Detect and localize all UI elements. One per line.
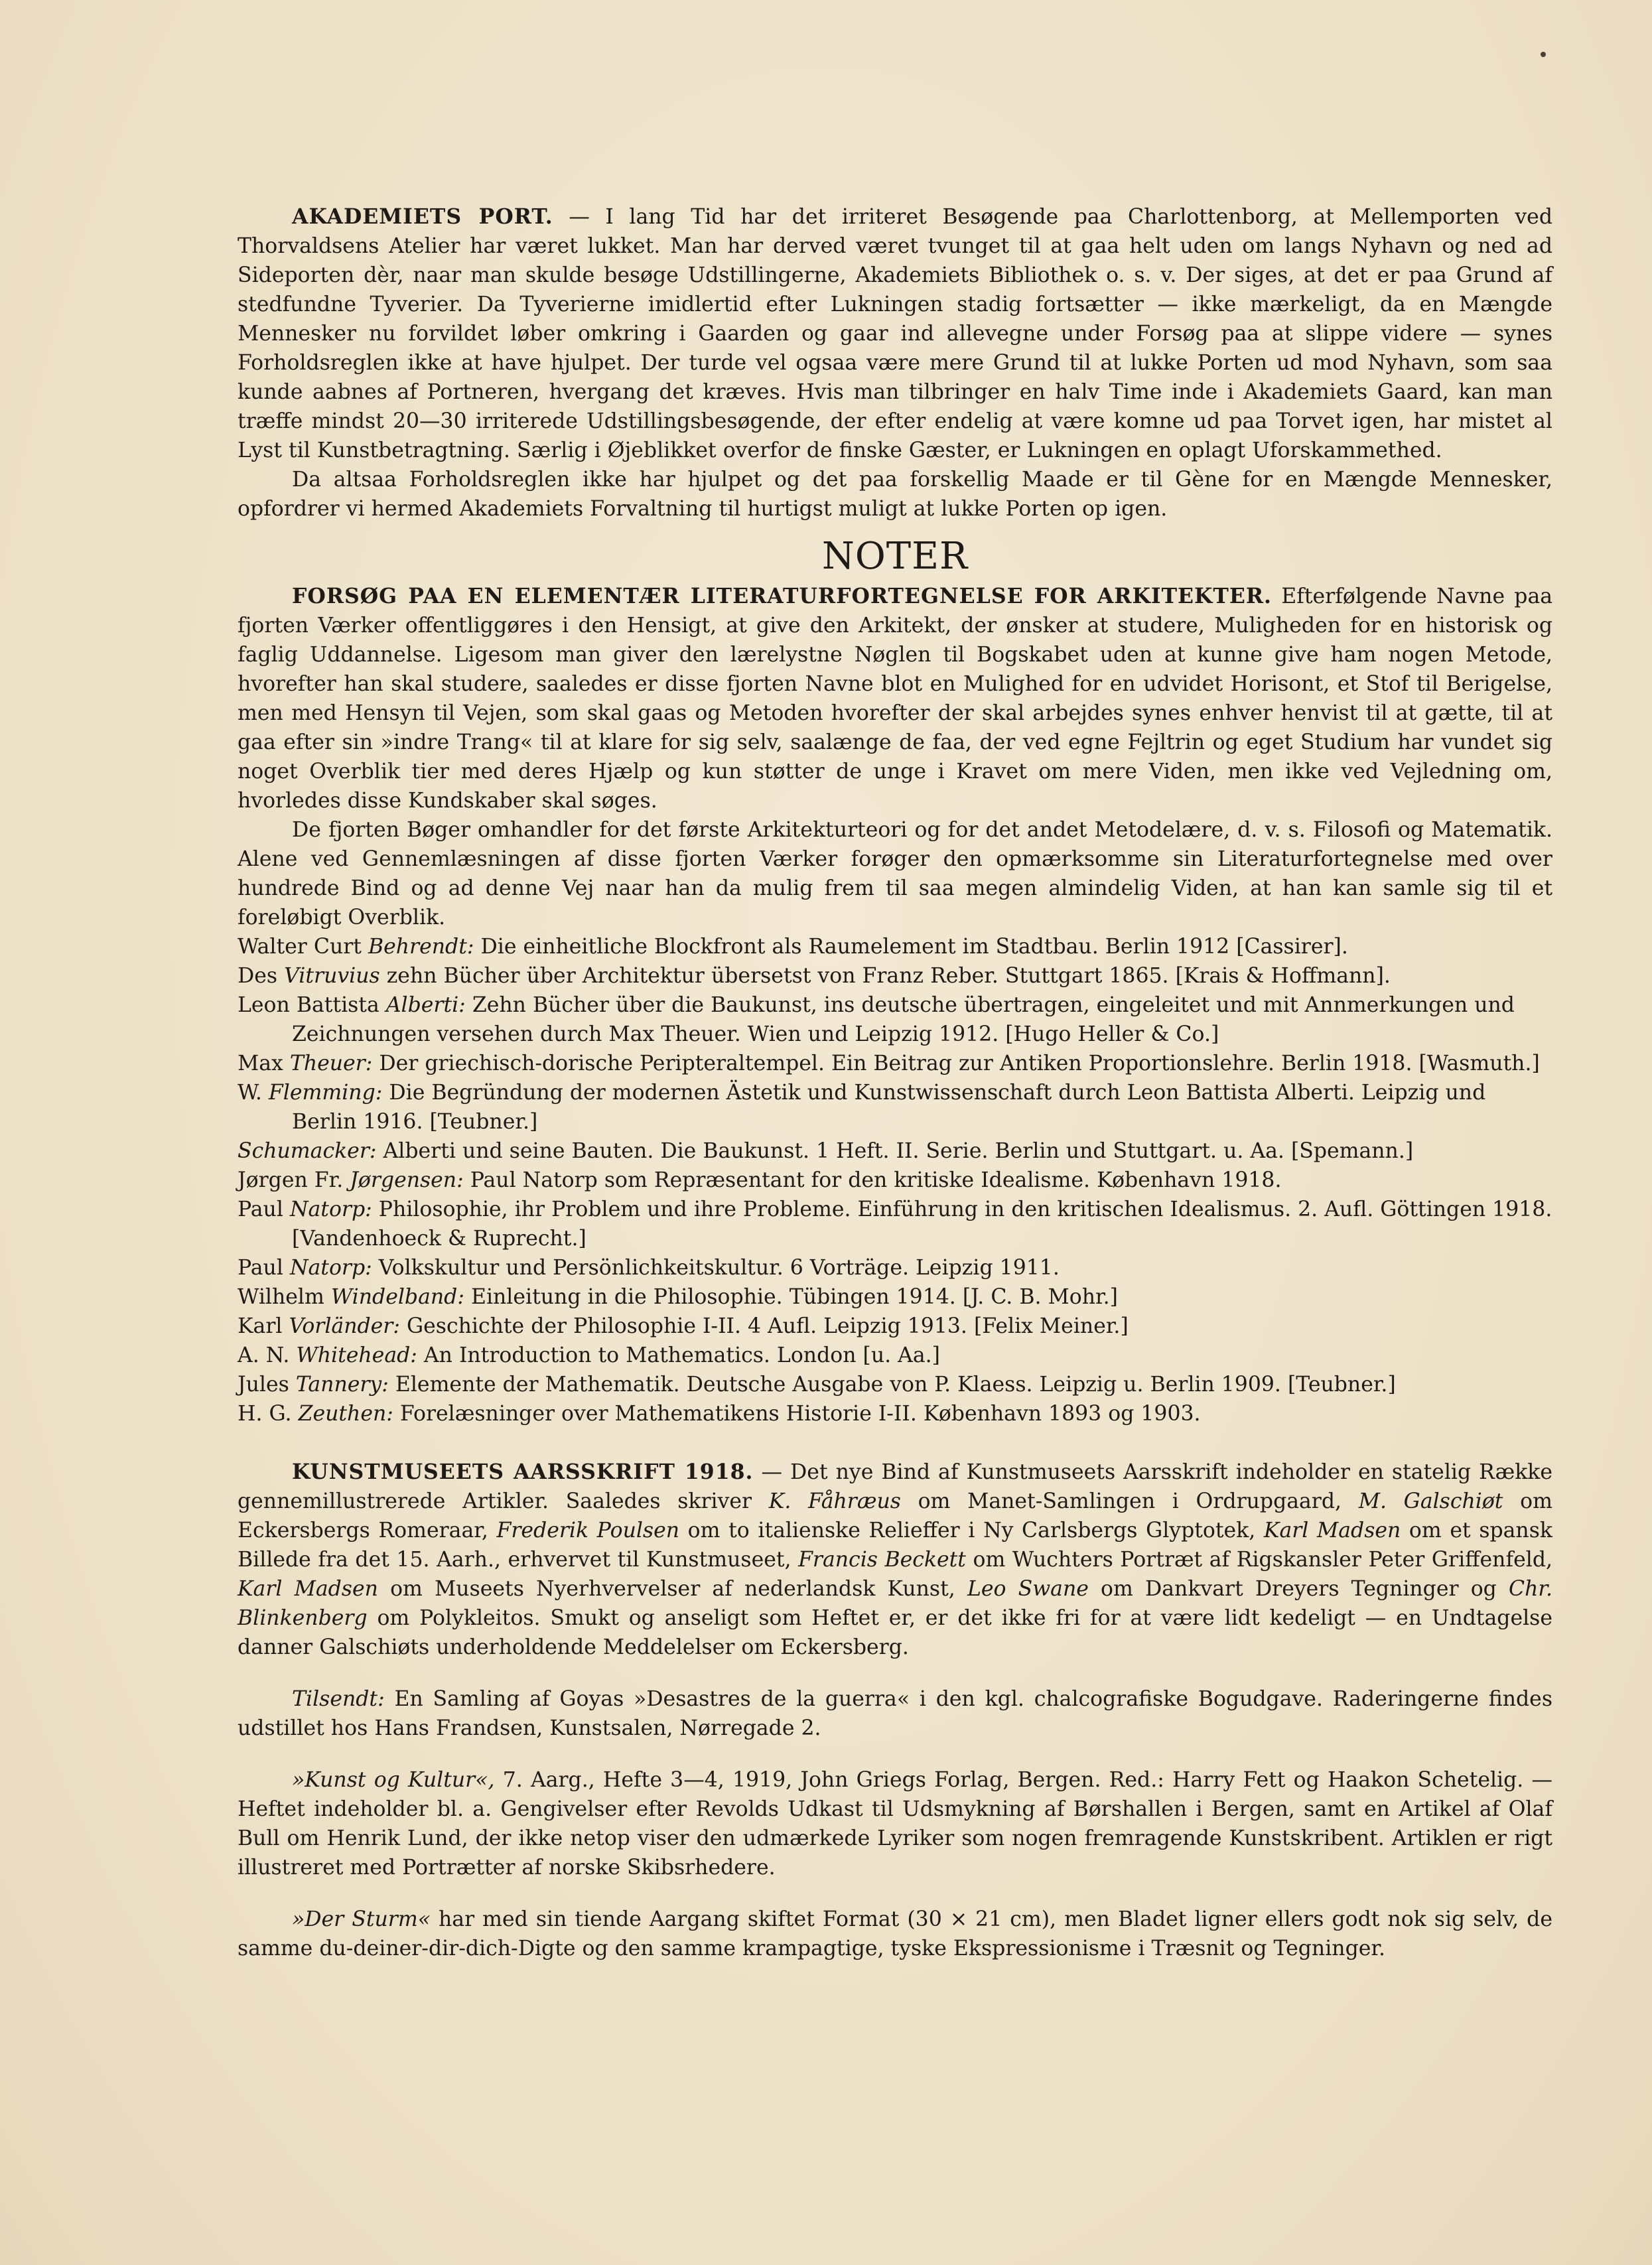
tilsendt-label: Tilsendt: [292,1687,385,1711]
noter-heading: FORSØG PAA EN ELEMENTÆR LITERATURFORTEGNELSE FOR ARKITEKTER. [292,584,1273,608]
page-mark [1541,52,1546,57]
noter-paragraph-1 [238,582,1552,815]
tilsendt-paragraph: Tilsendt: En Samling af Goyas »Desastres de la guerra« i den kgl. chalcografiske Bogudgave. Raderingerne findes udstillet hos Hans Frandsen, Kunstsalen, Nørregade 2. [238,1687,1552,1740]
section-title-noter: NOTER [821,535,969,578]
bibliography-item: Jules Tannery: Elemente der Mathematik. Deutsche Ausgabe von P. Klaess. Leipzig u. Berlin 1909. [Teubner.] [238,1373,1396,1397]
noter-paragraph-2: De fjorten Bøger omhandler for det første Arkitekturteori og for det andet Metodelære, d. v. s. Filosofi og Matematik. Alene ved Gennemlæsningen af disse fjorten Værker forøger den opmærksomme sin Literaturfortegnelse med over hundrede Bind og ad denne Vej naar han da mulig frem til saa megen almindelig Viden, at han kan samle sig til et foreløbigt Overblik. [238,818,1552,929]
der-sturm-paragraph: »Der Sturm« har med sin tiende Aargang skiftet Format (30 × 21 cm), men Bladet ligner ellers godt nok sig selv, de samme du-deiner-dir-dich-Digte og den samme krampagtige, tyske Ekspressionisme i Træsnit og Tegninger. [238,1907,1552,1960]
bibliography-item: Walter Curt Behrendt: Die einheitliche Blockfront als Raumelement im Stadtbau. Berlin 1912 [Cassirer]. [238,935,1348,959]
bibliography-item: Schumacker: Alberti und seine Bauten. Die Baukunst. 1 Heft. II. Serie. Berlin und Stuttgart. u. Aa. [Spemann.] [238,1139,1414,1163]
bibliography-item: Max Theuer: Der griechisch-dorische Peripteraltempel. Ein Beitrag zur Antiken Proportionslehre. Berlin 1918. [Wasmuth.] [238,1052,1540,1075]
kunst-og-kultur-paragraph: »Kunst og Kultur«, 7. Aarg., Hefte 3—4, 1919, John Griegs Forlag, Bergen. Red.: Harry Fett og Haakon Schetelig. — Heftet indeholder bl. a. Gengivelser efter Revolds Udkast til Udsmykning af Børshallen i Bergen, samt en Artikel af Olaf Bull om Henrik Lund, der ikke netop viser den udmærkede Lyriker som nogen fremragende Kunstskribent. Artiklen er rigt illustreret med Portrætter af norske Skibsrhedere. [238,1768,1552,1880]
bibliography-item: Paul Natorp: Volkskultur und Persönlichkeitskultur. 6 Vorträge. Leipzig 1911. [238,1256,1060,1280]
bibliography-item: H. G. Zeuthen: Forelæsninger over Mathematikens Historie I-II. København 1893 og 1903. [238,1402,1201,1426]
akademiets-text: — I lang Tid har det irriteret Besøgende paa Charlottenborg, at Mellemporten ved Thorvaldsens Atelier har været lukket. Man har derved været tvunget til at gaa helt uden om langs Nyhavn og ned ad Sideporten dèr, naar man skulde besøge Udstillingerne, Akademiets Bibliothek o. s. v. Der siges, at det er paa Grund af stedfundne Tyverier. Da Tyverierne imidlertid efter Lukningen stadig fortsætter — ikke mærkeligt, da en Mængde Mennesker nu forvildet løber omkring i Gaarden og gaar ind allevegne under Forsøg paa at slippe videre — synes Forholdsreglen ikke at have hjulpet. Der turde vel ogsaa være mere Grund til at lukke Porten ud mod Nyhavn, som saa kunde aabnes af Portneren, hvergang det kræves. Hvis man tilbringer en halv Time inde i Akademiets Gaard, kan man træffe mindst 20—30 irriterede Udstillingsbesøgende, der efter endelig at være komne ud paa Torvet igen, har mistet al Lyst til Kunstbetragtning. Særlig i Øjeblikket overfor de finske Gæster, er Lukningen en oplagt Uforskammethed. [238,205,1552,462]
der-sturm-title: »Der Sturm« [292,1907,431,1931]
bibliography-item: Des Vitruvius zehn Bücher über Architektur übersetst von Franz Reber. Stuttgart 1865. [Krais & Hoffmann]. [238,964,1391,988]
bibliography-item: Wilhelm Windelband: Einleitung in die Philosophie. Tübingen 1914. [J. C. B. Mohr.] [238,1285,1118,1309]
akademiets-paragraph-1 [238,202,1552,465]
kunst-og-kultur-title: »Kunst og Kultur«, [292,1768,495,1792]
akademiets-paragraph-2: Da altsaa Forholdsreglen ikke har hjulpet og det paa forskellig Maade er til Gène for en Mængde Mennesker, opfordrer vi hermed Akademiets Forvaltning til hurtigst muligt at lukke Porten op igen. [238,468,1552,521]
kunstmuseets-heading: KUNSTMUSEETS AARSSKRIFT 1918. [292,1460,754,1484]
bibliography-list [238,932,1552,1428]
akademiets-heading: AKADEMIETS PORT. [292,204,553,229]
kunstmuseets-paragraph: KUNSTMUSEETS AARSSKRIFT 1918. — Det nye Bind af Kunstmuseets Aarsskrift indeholder en statelig Række gennemillustrerede Artikler. Saaledes skriver K. Fåhræus om Manet-Samlingen i Ordrupgaard, M. Galschiøt om Eckersbergs Romeraar, Frederik Poulsen om to italienske Relieffer i Ny Carlsbergs Glyptotek, Karl Madsen om et spansk Billede fra det 15. Aarh., erhvervet til Kunstmuseet, Francis Beckett om Wuchters Portræt af Rigskansler Peter Griffenfeld, Karl Madsen om Museets Nyerhvervelser af nederlandsk Kunst, Leo Swane om Dankvart Dreyers Tegninger og Chr. Blinkenberg om Polykleitos. Smukt og anseligt som Heftet er, er det ikke fri for at være lidt kedeligt — en Undtagelse danner Galschiøts underholdende Meddelelser om Eckersberg. [238,1460,1553,1659]
bibliography-item: A. N. Whitehead: An Introduction to Mathematics. London [u. Aa.] [238,1343,940,1367]
noter-text: Efterfølgende Navne paa fjorten Værker offentliggøres i den Hensigt, at give den Arkitekt, der ønsker at studere, Muligheden for en historisk og faglig Uddannelse. Ligesom man giver den lærelystne Nøglen til Bogskabet uden at kunne give ham nogen Metode, hvorefter han skal studere, saaledes er disse fjorten Navne blot en Mulighed for en udvidet Horisont, et Stof til Berigelse, men med Hensyn til Vejen, som skal gaas og Metoden hvorefter der skal arbejdes synes enhver henvist til at gætte, til at gaa efter sin »indre Trang« til at klare for sig selv, saalænge de faa, der ved egne Fejltrin og eget Studium har vundet sig noget Overblik tier med deres Hjælp og kun støtter de unge i Kravet om mere Viden, men ikke ved Vejledning om, hvorledes disse Kundskaber skal søges. [238,584,1553,813]
bibliography-item: Leon Battista Alberti: Zehn Bücher über die Baukunst, ins deutsche übertragen, eingeleitet und mit Annmerkungen und Zeichnungen versehen durch Max Theuer. Wien und Leipzig 1912. [Hugo Heller & Co.] [238,993,1515,1046]
document-page [238,202,1552,1963]
bibliography-item: Karl Vorländer: Geschichte der Philosophie I-II. 4 Aufl. Leipzig 1913. [Felix Meiner.] [238,1314,1129,1338]
bibliography-item: Paul Natorp: Philosophie, ihr Problem und ihre Probleme. Einführung in den kritischen Idealismus. 2. Aufl. Göttingen 1918. [Vandenhoeck & Ruprecht.] [238,1198,1552,1251]
bibliography-item: W. Flemming: Die Begründung der modernen Ästetik und Kunstwissenschaft durch Leon Battista Alberti. Leipzig und Berlin 1916. [Teubner.] [238,1081,1486,1134]
bibliography-item: Jørgen Fr. Jørgensen: Paul Natorp som Repræsentant for den kritiske Idealisme. København 1918. [238,1168,1282,1192]
